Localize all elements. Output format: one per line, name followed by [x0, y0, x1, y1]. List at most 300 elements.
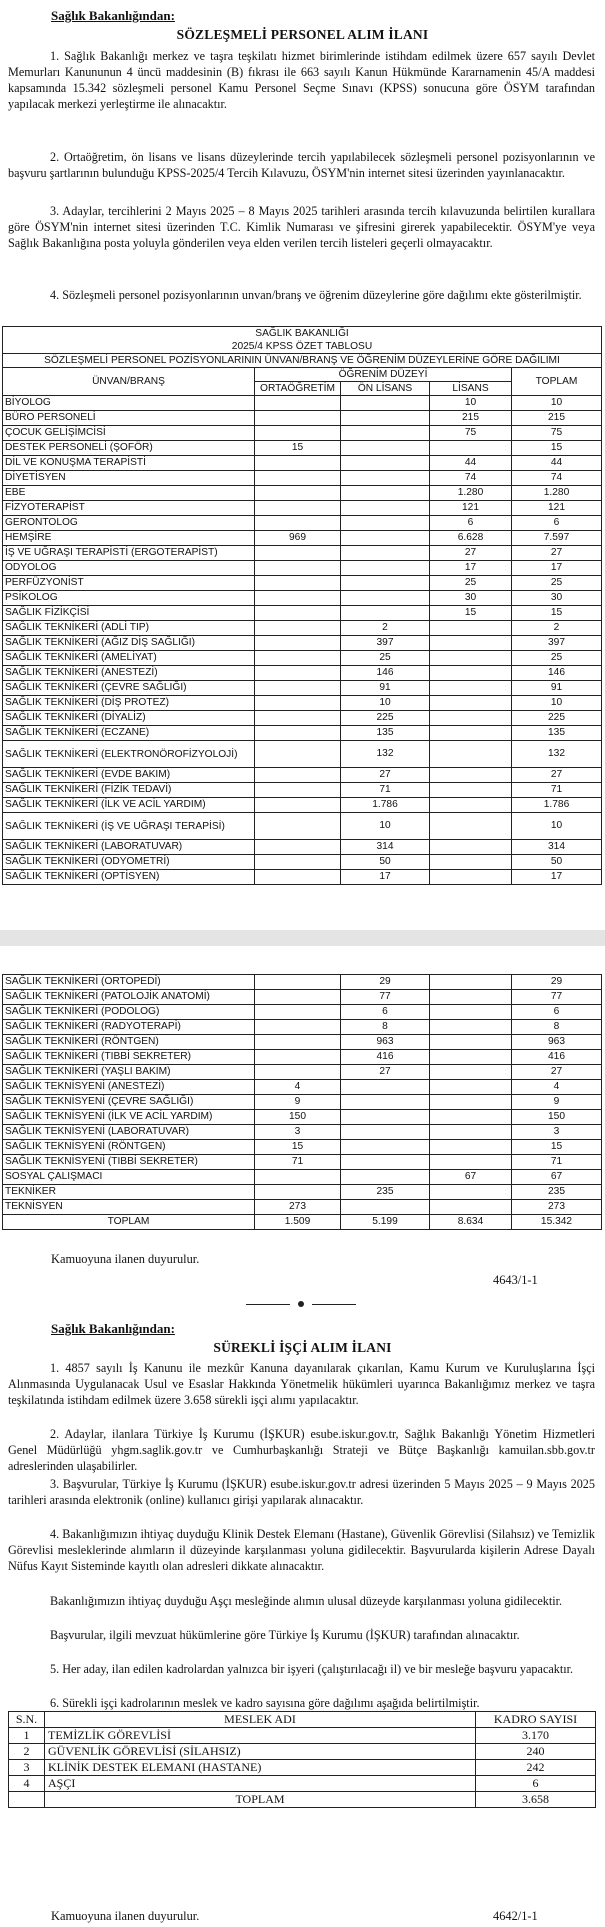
count-total: 225 [512, 711, 602, 726]
table-total-row [9, 1792, 596, 1808]
count-total: 416 [512, 1050, 602, 1065]
count-secondary [255, 1050, 341, 1065]
table-row [3, 1095, 602, 1110]
count-total: 6 [512, 516, 602, 531]
position-name: SAĞLIK TEKNİKERİ (EVDE BAKIM) [3, 768, 255, 783]
table-row [3, 1200, 602, 1215]
position-name: ODYOLOG [3, 561, 255, 576]
count-total: 235 [512, 1185, 602, 1200]
position-name: SAĞLIK TEKNİSYENİ (İLK VE ACİL YARDIM) [3, 1110, 255, 1125]
count-secondary [255, 1005, 341, 1020]
count-associate: 2 [341, 621, 430, 636]
count-secondary [255, 486, 341, 501]
count-total: 17 [512, 870, 602, 885]
count-secondary: 273 [255, 1200, 341, 1215]
count-associate: 225 [341, 711, 430, 726]
count-bachelor [430, 636, 512, 651]
count-associate [341, 441, 430, 456]
count-bachelor: 30 [430, 591, 512, 606]
institution-heading-2: Sağlık Bakanlığından: [51, 1321, 175, 1336]
count-total: 3 [512, 1125, 602, 1140]
table-row [3, 516, 602, 531]
count-total: 135 [512, 726, 602, 741]
position-count: 3.170 [476, 1728, 596, 1744]
table-row [3, 666, 602, 681]
job-name: AŞÇI [45, 1776, 476, 1792]
count-secondary [255, 1185, 341, 1200]
count-total: 91 [512, 681, 602, 696]
count-secondary [255, 681, 341, 696]
count-associate [341, 516, 430, 531]
position-name: SAĞLIK TEKNİSYENİ (LABORATUVAR) [3, 1125, 255, 1140]
position-name: TEKNİSYEN [3, 1200, 255, 1215]
count-associate [341, 471, 430, 486]
table-row [3, 990, 602, 1005]
count-total: 10 [512, 696, 602, 711]
paragraph-2-6: Başvurular, ilgili mevzuat hükümlerine göre Türkiye İş Kurumu (İŞKUR) tarafından alınacaktır. [50, 1628, 520, 1642]
table-row [3, 636, 602, 651]
count-total: 4 [512, 1080, 602, 1095]
paragraph-2-3: 3. Başvurular, Türkiye İş Kurumu (İŞKUR) esube.iskur.gov.tr adresi üzerinden 5 Mayıs 2025 – 9 Mayıs 2025 tarihleri arasında elektronik (online) kullanıcı girişi yapılarak alınacaktır. [8, 1477, 595, 1507]
table-row [3, 561, 602, 576]
table-row [3, 711, 602, 726]
count-bachelor [430, 1200, 512, 1215]
table-row [3, 1170, 602, 1185]
section-divider [246, 1299, 358, 1309]
position-name: SAĞLIK TEKNİKERİ (FİZİK TEDAVİ) [3, 783, 255, 798]
position-name: SAĞLIK TEKNİKERİ (YAŞLI BAKIM) [3, 1065, 255, 1080]
count-total: 15 [512, 1140, 602, 1155]
table-row [3, 1020, 602, 1035]
count-secondary [255, 426, 341, 441]
position-name: SOSYAL ÇALIŞMACI [3, 1170, 255, 1185]
count-total: 17 [512, 561, 602, 576]
count-total: 30 [512, 591, 602, 606]
count-total: 6 [512, 1005, 602, 1020]
count-associate: 1.786 [341, 798, 430, 813]
count-associate: 91 [341, 681, 430, 696]
position-name: DİL VE KONUŞMA TERAPİSTİ [3, 456, 255, 471]
count-secondary [255, 1065, 341, 1080]
col-header-level: ÖĞRENİM DÜZEYİ [255, 368, 512, 382]
table-row [3, 741, 602, 768]
position-name: SAĞLIK TEKNİKERİ (RÖNTGEN) [3, 1035, 255, 1050]
count-secondary [255, 870, 341, 885]
position-name: SAĞLIK TEKNİKERİ (ANESTEZİ) [3, 666, 255, 681]
col-header-associate: ÖN LİSANS [341, 382, 430, 396]
table-row [3, 783, 602, 798]
count-total: 27 [512, 1065, 602, 1080]
count-secondary [255, 696, 341, 711]
total-overall: 15.342 [512, 1215, 602, 1230]
table-title-summary: 2025/4 KPSS ÖZET TABLOSU [3, 340, 602, 354]
count-secondary [255, 1170, 341, 1185]
count-total: 27 [512, 546, 602, 561]
count-secondary [255, 411, 341, 426]
table-row [3, 798, 602, 813]
count-bachelor [430, 1050, 512, 1065]
count-secondary [255, 561, 341, 576]
count-associate: 77 [341, 990, 430, 1005]
table-row [3, 531, 602, 546]
count-bachelor: 6.628 [430, 531, 512, 546]
position-name: ÇOCUK GELİŞİMCİSİ [3, 426, 255, 441]
count-associate: 416 [341, 1050, 430, 1065]
count-associate [341, 1140, 430, 1155]
count-secondary: 3 [255, 1125, 341, 1140]
position-name: SAĞLIK TEKNİKERİ (PATOLOJİK ANATOMİ) [3, 990, 255, 1005]
count-associate: 8 [341, 1020, 430, 1035]
count-bachelor: 1.280 [430, 486, 512, 501]
position-name: SAĞLIK TEKNİKERİ (DİYALİZ) [3, 711, 255, 726]
table-row [3, 546, 602, 561]
table-total-row [3, 1215, 602, 1230]
count-associate [341, 411, 430, 426]
count-associate [341, 591, 430, 606]
row-number: 3 [9, 1760, 45, 1776]
table-title-distribution: SÖZLEŞMELİ PERSONEL POZİSYONLARININ ÜNVAN/BRANŞ VE ÖĞRENİM DÜZEYLERİNE GÖRE DAĞILIMI [3, 354, 602, 368]
table-row [3, 471, 602, 486]
count-total: 7.597 [512, 531, 602, 546]
position-name: DİYETİSYEN [3, 471, 255, 486]
count-total: 44 [512, 456, 602, 471]
count-bachelor [430, 1185, 512, 1200]
count-secondary [255, 651, 341, 666]
count-total: 25 [512, 651, 602, 666]
table-row [3, 441, 602, 456]
col-header-bachelor: LİSANS [430, 382, 512, 396]
count-associate: 71 [341, 783, 430, 798]
table-row [3, 696, 602, 711]
count-total: 9 [512, 1095, 602, 1110]
count-associate: 397 [341, 636, 430, 651]
count-total: 273 [512, 1200, 602, 1215]
count-secondary [255, 768, 341, 783]
position-name: DESTEK PERSONELİ (ŞOFÖR) [3, 441, 255, 456]
position-name: SAĞLIK TEKNİKERİ (ORTOPEDİ) [3, 975, 255, 990]
count-associate [341, 1080, 430, 1095]
count-total: 15 [512, 606, 602, 621]
position-name: SAĞLIK TEKNİKERİ (PODOLOG) [3, 1005, 255, 1020]
position-name: FİZYOTERAPİST [3, 501, 255, 516]
count-associate: 10 [341, 813, 430, 840]
count-associate [341, 1170, 430, 1185]
total-secondary: 1.509 [255, 1215, 341, 1230]
total-label: TOPLAM [45, 1792, 476, 1808]
table-row [3, 486, 602, 501]
count-secondary [255, 396, 341, 411]
table-row [3, 1065, 602, 1080]
count-secondary [255, 741, 341, 768]
count-total: 132 [512, 741, 602, 768]
job-name: GÜVENLİK GÖREVLİSİ (SİLAHSIZ) [45, 1744, 476, 1760]
page-gap [0, 930, 605, 946]
count-secondary: 9 [255, 1095, 341, 1110]
position-name: TEKNİKER [3, 1185, 255, 1200]
position-count: 242 [476, 1760, 596, 1776]
count-secondary [255, 636, 341, 651]
position-count: 6 [476, 1776, 596, 1792]
position-name: PERFÜZYONİST [3, 576, 255, 591]
count-bachelor: 25 [430, 576, 512, 591]
count-associate [341, 1125, 430, 1140]
table-row [9, 1728, 596, 1744]
table-row [9, 1776, 596, 1792]
count-total: 215 [512, 411, 602, 426]
col-header-title: ÜNVAN/BRANŞ [3, 368, 255, 396]
count-total: 10 [512, 813, 602, 840]
count-associate: 963 [341, 1035, 430, 1050]
count-bachelor [430, 813, 512, 840]
notice-title-2: SÜREKLİ İŞÇİ ALIM İLANI [213, 1340, 392, 1355]
count-associate: 146 [341, 666, 430, 681]
count-bachelor: 74 [430, 471, 512, 486]
table-row [3, 870, 602, 885]
count-total: 1.280 [512, 486, 602, 501]
table-row [3, 1155, 602, 1170]
position-name: EBE [3, 486, 255, 501]
position-name: SAĞLIK TEKNİKERİ (AĞIZ DİŞ SAĞLIĞI) [3, 636, 255, 651]
kpss-summary-table [2, 326, 602, 885]
count-secondary: 150 [255, 1110, 341, 1125]
count-total: 29 [512, 975, 602, 990]
count-secondary [255, 1035, 341, 1050]
count-associate [341, 396, 430, 411]
count-bachelor [430, 768, 512, 783]
count-bachelor [430, 975, 512, 990]
count-total: 77 [512, 990, 602, 1005]
col-header-count: KADRO SAYISI [476, 1712, 596, 1728]
count-bachelor [430, 696, 512, 711]
position-name: SAĞLIK TEKNİKERİ (DİŞ PROTEZ) [3, 696, 255, 711]
count-associate: 27 [341, 1065, 430, 1080]
count-total: 963 [512, 1035, 602, 1050]
count-secondary [255, 456, 341, 471]
table-row [3, 681, 602, 696]
count-bachelor: 6 [430, 516, 512, 531]
count-total: 71 [512, 783, 602, 798]
count-bachelor [430, 783, 512, 798]
table-row [3, 456, 602, 471]
count-bachelor [430, 1065, 512, 1080]
institution-heading: Sağlık Bakanlığından: [51, 8, 175, 23]
count-secondary [255, 783, 341, 798]
count-bachelor [430, 1095, 512, 1110]
kpss-summary-table-continued [2, 974, 602, 1230]
announcement-line: Kamuoyuna ilanen duyurulur. [51, 1252, 200, 1266]
count-associate: 29 [341, 975, 430, 990]
table-row [3, 411, 602, 426]
paragraph-2-8: 6. Sürekli işçi kadrolarının meslek ve kadro sayısına göre dağılımı aşağıda belirtilmiştir. [50, 1696, 480, 1710]
table-row [3, 1035, 602, 1050]
table-row [3, 1140, 602, 1155]
job-name: TEMİZLİK GÖREVLİSİ [45, 1728, 476, 1744]
count-bachelor: 15 [430, 606, 512, 621]
table-row [3, 768, 602, 783]
count-secondary [255, 813, 341, 840]
table-row [3, 591, 602, 606]
position-name: BİYOLOG [3, 396, 255, 411]
table-row [3, 1005, 602, 1020]
count-secondary [255, 798, 341, 813]
count-secondary [255, 1020, 341, 1035]
count-associate [341, 486, 430, 501]
count-associate: 10 [341, 696, 430, 711]
count-secondary [255, 546, 341, 561]
count-total: 150 [512, 1110, 602, 1125]
count-associate: 314 [341, 840, 430, 855]
position-name: HEMŞİRE [3, 531, 255, 546]
position-name: İŞ VE UĞRAŞI TERAPİSTİ (ERGOTERAPİST) [3, 546, 255, 561]
paragraph-2-1: 1. 4857 sayılı İş Kanunu ile mezkûr Kanuna dayanılarak çıkarılan, Kamu Kurum ve Kuruluşlarına İşçi Alınmasında Uygulanacak Usul ve Esaslar Hakkında Yönetmelik hükümleri uyarınca Bakanlığımız merkez ve taşra teşkilatında istihdam edilmek üzere 3.658 sürekli işçi alımı yapılacaktır. [8, 1361, 595, 1407]
count-secondary [255, 855, 341, 870]
position-name: PSİKOLOG [3, 591, 255, 606]
table-row [3, 576, 602, 591]
count-associate [341, 546, 430, 561]
count-secondary [255, 471, 341, 486]
count-total: 75 [512, 426, 602, 441]
table-row [3, 855, 602, 870]
table-title-ministry: SAĞLIK BAKANLIĞI [3, 327, 602, 341]
paragraph-2-7: 5. Her aday, ilan edilen kadrolardan yalnızca bir işyeri (çalıştırılacağı il) ve bir mesleğe başvuru yapacaktır. [50, 1662, 574, 1676]
count-total: 121 [512, 501, 602, 516]
count-bachelor [430, 726, 512, 741]
count-associate [341, 426, 430, 441]
count-total: 71 [512, 1155, 602, 1170]
count-associate [341, 531, 430, 546]
count-bachelor: 27 [430, 546, 512, 561]
count-secondary [255, 501, 341, 516]
count-associate: 235 [341, 1185, 430, 1200]
count-secondary: 15 [255, 1140, 341, 1155]
position-name: SAĞLIK TEKNİKERİ (TIBBİ SEKRETER) [3, 1050, 255, 1065]
position-name: SAĞLIK TEKNİKERİ (OPTİSYEN) [3, 870, 255, 885]
table-row [3, 726, 602, 741]
count-total: 74 [512, 471, 602, 486]
table-row [3, 606, 602, 621]
count-bachelor [430, 1155, 512, 1170]
count-total: 25 [512, 576, 602, 591]
count-bachelor [430, 1140, 512, 1155]
position-name: SAĞLIK TEKNİKERİ (ÇEVRE SAĞLIĞI) [3, 681, 255, 696]
paragraph-1: 1. Sağlık Bakanlığı merkez ve taşra teşkilatı hizmet birimlerinde istihdam edilmek üzere 657 sayılı Devlet Memurları Kanununun 4 üncü maddesinin (B) fıkrası ile 663 sayılı Kanun Hükmünde Kararnamenin 45/A maddesi kapsamında 15.342 sözleşmeli personel Kamu Personel Seçme Sınavı (KPSS) sonucuna göre ÖSYM tarafından yapılacak merkezi yerleştirme ile alınacaktır. [8, 49, 595, 111]
count-associate [341, 576, 430, 591]
count-secondary: 71 [255, 1155, 341, 1170]
count-bachelor [430, 1110, 512, 1125]
row-number: 4 [9, 1776, 45, 1792]
table-row [3, 426, 602, 441]
count-bachelor: 10 [430, 396, 512, 411]
col-header-secondary: ORTAÖĞRETİM [255, 382, 341, 396]
row-number: 1 [9, 1728, 45, 1744]
count-total: 27 [512, 768, 602, 783]
count-total: 67 [512, 1170, 602, 1185]
col-header-sn: S.N. [9, 1712, 45, 1728]
table-row [3, 651, 602, 666]
count-total: 8 [512, 1020, 602, 1035]
position-name: SAĞLIK TEKNİKERİ (ADLİ TIP) [3, 621, 255, 636]
count-bachelor [430, 711, 512, 726]
position-name: BÜRO PERSONELİ [3, 411, 255, 426]
count-secondary: 969 [255, 531, 341, 546]
count-secondary [255, 990, 341, 1005]
total-bachelor: 8.634 [430, 1215, 512, 1230]
table-row [3, 1185, 602, 1200]
col-header-job: MESLEK ADI [45, 1712, 476, 1728]
position-name: GERONTOLOG [3, 516, 255, 531]
count-total: 10 [512, 396, 602, 411]
paragraph-2-4: 4. Bakanlığımızın ihtiyaç duyduğu Klinik Destek Elemanı (Hastane), Güvenlik Görevlisi (Silahsız) ve Temizlik Görevlisi mesleklerinde alımların il düzeyinde karşılanması yoluna gidilecektir. Başvurularda kişilerin Adrese Dayalı Nüfus Kayıt Sisteminde kayıtlı olan adresleri dikkate alınacaktır. [8, 1527, 595, 1573]
paragraph-4: 4. Sözleşmeli personel pozisyonlarının unvan/branş ve öğrenim düzeylerine göre dağılımı ekte gösterilmiştir. [50, 288, 582, 302]
paragraph-2-5: Bakanlığımızın ihtiyaç duyduğu Aşçı mesleğinde alımın ulusal düzeyde karşılanması yoluna gidilecektir. [50, 1594, 563, 1608]
count-bachelor: 44 [430, 456, 512, 471]
count-associate [341, 1095, 430, 1110]
count-total: 314 [512, 840, 602, 855]
count-total: 397 [512, 636, 602, 651]
count-bachelor [430, 1005, 512, 1020]
count-associate: 6 [341, 1005, 430, 1020]
position-name: SAĞLIK TEKNİKERİ (ODYOMETRİ) [3, 855, 255, 870]
count-bachelor: 75 [430, 426, 512, 441]
count-associate [341, 606, 430, 621]
count-bachelor [430, 1035, 512, 1050]
count-bachelor [430, 990, 512, 1005]
total-associate: 5.199 [341, 1215, 430, 1230]
position-name: SAĞLIK TEKNİKERİ (RADYOTERAPİ) [3, 1020, 255, 1035]
count-bachelor: 17 [430, 561, 512, 576]
table-row [3, 396, 602, 411]
position-name: SAĞLIK TEKNİKERİ (ECZANE) [3, 726, 255, 741]
position-name: SAĞLIK TEKNİSYENİ (ANESTEZİ) [3, 1080, 255, 1095]
table-row [3, 1125, 602, 1140]
count-bachelor [430, 651, 512, 666]
count-secondary [255, 606, 341, 621]
table-row [3, 1050, 602, 1065]
position-name: SAĞLIK TEKNİSYENİ (TIBBİ SEKRETER) [3, 1155, 255, 1170]
position-name: SAĞLIK TEKNİKERİ (ELEKTRONÖROFİZYOLOJİ) [3, 741, 255, 768]
count-associate: 25 [341, 651, 430, 666]
table-row [3, 975, 602, 990]
total-label: TOPLAM [3, 1215, 255, 1230]
paragraph-2-2: 2. Adaylar, ilanlara Türkiye İş Kurumu (İŞKUR) esube.iskur.gov.tr, Sağlık Bakanlığı Yönetim Hizmetleri Genel Müdürlüğü yhgm.saglik.gov.tr ve Cumhurbaşkanlığı Strateji ve Bütçe Başkanlığı kamuilan.sbb.gov.tr adreslerinden ulaşabilirler. [8, 1427, 595, 1473]
position-name: SAĞLIK TEKNİKERİ (İŞ VE UĞRAŞI TERAPİSİ) [3, 813, 255, 840]
count-secondary: 15 [255, 441, 341, 456]
count-bachelor [430, 621, 512, 636]
count-bachelor [430, 681, 512, 696]
count-associate [341, 1155, 430, 1170]
count-secondary [255, 840, 341, 855]
count-associate [341, 561, 430, 576]
empty-cell [9, 1792, 45, 1808]
count-secondary [255, 576, 341, 591]
count-associate: 27 [341, 768, 430, 783]
position-name: SAĞLIK TEKNİKERİ (İLK VE ACİL YARDIM) [3, 798, 255, 813]
notice-title: SÖZLEŞMELİ PERSONEL ALIM İLANI [176, 27, 429, 42]
notice-code: 4643/1-1 [493, 1273, 538, 1287]
position-name: SAĞLIK FİZİKÇİSİ [3, 606, 255, 621]
table-row [3, 1080, 602, 1095]
table-row [3, 840, 602, 855]
count-secondary [255, 621, 341, 636]
position-name: SAĞLIK TEKNİKERİ (AMELİYAT) [3, 651, 255, 666]
count-total: 2 [512, 621, 602, 636]
table-row [3, 621, 602, 636]
count-bachelor [430, 798, 512, 813]
worker-positions-table [8, 1711, 596, 1808]
count-associate: 132 [341, 741, 430, 768]
count-bachelor [430, 1080, 512, 1095]
count-associate [341, 501, 430, 516]
